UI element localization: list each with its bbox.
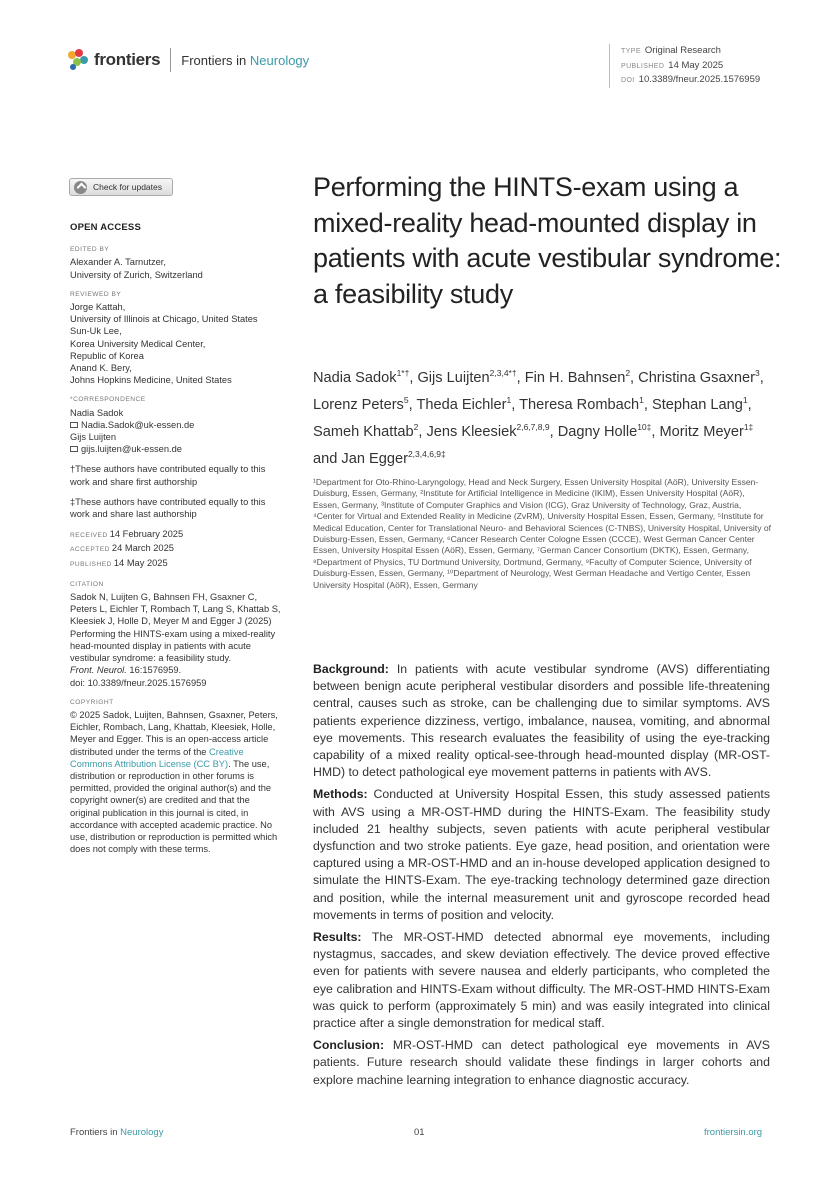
author-name[interactable]: Jens Kleesiek [426, 423, 517, 440]
author-affiliation-marker: 2,3,4*† [489, 368, 517, 378]
author-affiliation-marker: 1 [639, 394, 644, 405]
author-separator: , [747, 396, 752, 413]
author-list [313, 362, 773, 469]
header-divider [170, 48, 171, 72]
check-icon [74, 181, 87, 194]
reviewed-by-label: REVIEWED BY [70, 290, 122, 298]
citation-label: CITATION [70, 580, 104, 588]
correspondence: Nadia Sadok Nadia.Sadok@uk-essen.de Gijs Luijten gijs.luijten@uk-essen.de [70, 407, 282, 456]
abstract [313, 661, 770, 1094]
article-title: Performing the HINTS-exam using a mixed-reality head-mounted display in patients with acute vestibular syndrome: a feasibility study [313, 172, 782, 309]
abstract-results: Results: The MR-OST-HMD detected abnormal eye movements, including nystagmus, saccades, and skew deviation effectively. The device proved effective even for patients with severe nausea and elderly participants, who completed the eye calibration and HINTS-Exam without difficulty. The MR-OST-HMD HINTS-Exam was quick to perform (approximately 5 min) and was easily integrated into clinical practice after a single demonstration for medical staff. [313, 930, 770, 1031]
author-separator: , [759, 369, 764, 386]
correspondence-label: *CORRESPONDENCE [70, 396, 146, 404]
published-date: 14 May 2025 [668, 59, 724, 71]
author-affiliation-marker: 1‡ [743, 421, 754, 432]
author-separator: , [651, 423, 660, 440]
author-separator: , [408, 396, 417, 413]
article-type: Original Research [644, 45, 721, 56]
author-name[interactable]: Dagny Holle [557, 423, 638, 440]
author-name[interactable]: Theresa Rombach [519, 396, 640, 413]
check-for-updates-button[interactable]: Check for updates [69, 178, 173, 196]
author-affiliation-marker: 2 [625, 368, 631, 378]
author-separator: and [313, 450, 342, 467]
author-separator: , [516, 369, 525, 386]
author-separator: , [630, 369, 639, 386]
email-link[interactable]: Nadia.Sadok@uk-essen.de [70, 419, 282, 431]
author-affiliation-marker: 10‡ [637, 421, 652, 432]
author-name[interactable]: Jan Egger [341, 450, 408, 467]
author-affiliation-marker: 2,3,4,6,9‡ [407, 448, 446, 459]
open-access-label: OPEN ACCESS [70, 222, 142, 233]
last-authorship-note: ‡These authors have contributed equally to this work and share last authorship [70, 496, 266, 520]
author-name[interactable]: Stephan Lang [652, 396, 743, 413]
author-separator: , [511, 396, 520, 413]
author-name[interactable]: Theda Eichler [416, 396, 507, 413]
page-number: 01 [414, 1127, 425, 1138]
author-name[interactable]: Nadia Sadok [313, 369, 397, 386]
footer-site-link[interactable]: frontiersin.org [704, 1127, 763, 1138]
author-name[interactable]: Sameh Khattab [313, 423, 414, 440]
journal-name[interactable]: Frontiers in Neurology [181, 52, 310, 68]
author-name[interactable]: Moritz Meyer [659, 423, 744, 440]
author-name[interactable]: Lorenz Peters [313, 396, 404, 413]
author-name[interactable]: Gijs Luijten [417, 369, 490, 386]
article-meta: TYPE Original Research PUBLISHED 14 May 2025 DOI 10.3389/fneur.2025.1576959 [609, 44, 760, 88]
copyright-label: COPYRIGHT [70, 698, 114, 706]
author-name[interactable]: Christina Gsaxner [638, 369, 755, 386]
abstract-background: Background: In patients with acute vestibular syndrome (AVS) differentiating between benign acute peripheral vestibular disorders and possible life-threatening central, causes such as stroke, can be challenging due to similar symptoms. AVS patients experience dizziness, vertigo, imbalance, nausea, vomiting, and abnormal eye movements. This research evaluates the feasibility of using the eye-tracking capability of a mixed reality optical-see-through head-mounted display (MR-OST-HMD) to detect pathological eye movement patterns in patients with AVS. [313, 662, 770, 780]
author-affiliation-marker: 1 [506, 394, 512, 405]
article-dates: RECEIVED 14 February 2025 ACCEPTED 24 March 2025 PUBLISHED 14 May 2025 [70, 529, 184, 568]
edited-by: Alexander A. Tarnutzer, University of Zurich, Switzerland [70, 257, 203, 280]
publisher-name: frontiers [94, 50, 161, 69]
edited-by-label: EDITED BY [70, 246, 110, 254]
author-separator: , [409, 369, 418, 386]
author-affiliation-marker: 3 [754, 368, 760, 378]
affiliations: ¹Department for Oto-Rhino-Laryngology, Head and Neck Surgery, Essen University Hospital (AöR), University Essen-Duisburg, Essen, Germany, ²Institute for Artificial Intelligence in Medicine (IKIM), Essen University Hospital (AöR), Essen, Germany, ³Institute of Computer Graphics and Vision (ICG), Graz University of Technology, Graz, Austria, ⁴Center for Virtual and Extended Reality in Medicine (ZvRM), University Hospital Essen, Essen, Germany, ⁵Institute for Medical Education, Center for Translational Neuro- and Behavioral Sciences (C-TNBS), University Hospital, University of Duisburg-Essen, Essen, Germany, ⁶Cancer Research Center Cologne Essen (CCCE), West German Cancer Center Essen, University Hospital Essen (AöR), Essen, Germany, ⁷German Cancer Consortium (DKTK), Essen, Germany, ⁸Department of Physics, TU Dortmund University, Dortmund, Germany, ⁹Faculty of Computer Science, University of Duisburg-Essen, Essen, Germany, ¹⁰Department of Neurology, West German Headache and Vertigo Center, Essen University Hospital (AöR), Essen, Germany [313, 477, 772, 590]
cc-license-link[interactable]: Creative Commons Attribution License (CC BY) [70, 746, 244, 769]
author-separator: , [643, 396, 652, 413]
first-authorship-note: †These authors have contributed equally to this work and share first authorship [70, 464, 266, 487]
author-separator: , [418, 423, 427, 440]
email-link[interactable]: gijs.luijten@uk-essen.de [70, 443, 282, 455]
author-affiliation-marker: 2 [413, 421, 419, 432]
reviewed-by: Jorge Kattah, University of Illinois at Chicago, United States Sun-Uk Lee, Korea University Medical Center, Republic of Korea Anand K. Bery, Johns Hopkins Medicine, United States [70, 302, 258, 386]
abstract-methods: Methods: Conducted at University Hospital Essen, this study assessed patients with AVS using a MR-OST-HMD during the HINTS-Exam. The feasibility study included 21 healthy subjects, seven patients with acute peripheral vestibular dysfunction and two stroke patients. Eye gaze, head position, and orientation were captured using a MR-OST-HMD and an in-house developed application designed to simulate the HINTS-Exam. The eye-tracking technology determined gaze direction and position, while the internal measurement unit and gyroscope recorded head movements in terms of position and velocity. [313, 787, 770, 922]
abstract-conclusion: Conclusion: MR-OST-HMD can detect pathological eye movements in AVS patients. Future research should validate these findings in larger cohorts and explore machine learning integration to enhance diagnostic accuracy. [313, 1038, 770, 1087]
author-affiliation-marker: 1*† [396, 368, 410, 378]
author-affiliation-marker: 1 [742, 394, 748, 405]
author-name[interactable]: Fin H. Bahnsen [524, 369, 626, 386]
frontiers-logo-icon [68, 49, 90, 71]
mail-icon [70, 422, 78, 428]
frontiers-logo[interactable] [68, 46, 309, 74]
author-affiliation-marker: 5 [403, 394, 409, 405]
footer-journal[interactable]: Frontiers in Neurology [70, 1127, 164, 1138]
doi[interactable]: 10.3389/fneur.2025.1576959 [638, 74, 761, 85]
mail-icon [70, 446, 78, 452]
left-sidebar [70, 222, 282, 855]
copyright: © 2025 Sadok, Luijten, Bahnsen, Gsaxner, Peters, Eichler, Rombach, Lang, Khattab, Kleesiek, Holle, Meyer and Egger. This is an open-access article distributed under the terms of the Creative Commons Attribution License (CC BY). The use, distribution or reproduction in other forums is permitted, provided the original author(s) and the copyright owner(s) are credited and that the original publication in this journal is cited, in accordance with accepted academic practice. No use, distribution or reproduction is permitted which does not comply with these terms. [70, 709, 278, 855]
citation: Sadok N, Luijten G, Bahnsen FH, Gsaxner C, Peters L, Eichler T, Rombach T, Lang S, Khattab S, Kleesiek J, Holle D, Meyer M and Egger J (2025) Performing the HINTS-exam using a mixed-reality head-mounted display in patients with acute vestibular syndrome: a feasibility study. Front. Neurol. 16:1576959. doi: 10.3389/fneur.2025.1576959 [70, 592, 281, 688]
author-separator: , [549, 423, 558, 440]
author-affiliation-marker: 2,6,7,8,9 [516, 421, 550, 432]
